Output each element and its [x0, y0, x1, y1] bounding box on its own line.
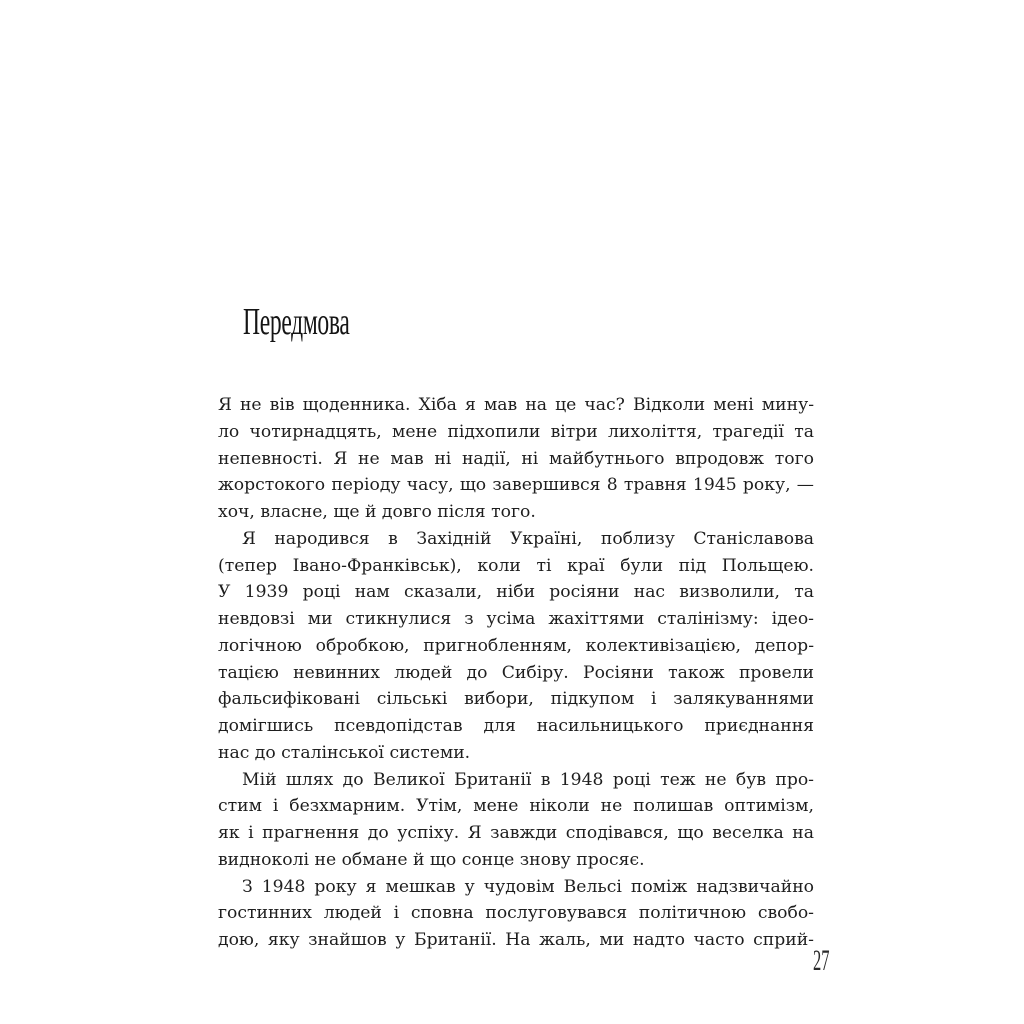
text-line: Мій шлях до Великої Британії в 1948 році теж не був про-	[242, 769, 814, 790]
text-line: нас до сталінської системи.	[218, 742, 471, 763]
page-number: 27	[813, 944, 830, 977]
text-line: ло чотирнадцять, мене підхопили вітри лихоліття, трагедії та	[218, 421, 814, 442]
text-line: У 1939 році нам сказали, ніби росіяни нас визволили, та	[218, 582, 814, 603]
text-line: непевності. Я не мав ні надії, ні майбутнього впродовж того	[218, 448, 814, 469]
text-line: (тепер Івано-Франківськ), коли ті краї були під Польщею.	[218, 555, 814, 576]
text-line: гостинних людей і сповна послуговувався політичною свобо-	[218, 903, 814, 924]
text-line: З 1948 року я мешкав у чудовім Вельсі поміж надзвичайно	[242, 876, 814, 897]
text-line: невдовзі ми стикнулися з усіма жахіттями сталінізму: ідео-	[218, 609, 814, 629]
text-line: домігшись псевдопідстав для насильницького приєднання	[218, 716, 814, 736]
text-line: видноколі не обмане й що сонце знову просяє.	[218, 849, 645, 870]
text-line: Я не вів щоденника. Хіба я мав на це час? Відколи мені мину-	[218, 395, 814, 415]
text-line: як і прагнення до успіху. Я завжди сподівався, що веселка на	[218, 823, 814, 843]
text-line: стим і безхмарним. Утім, мене ніколи не полишав оптимізм,	[218, 796, 814, 817]
preface-body-text	[218, 392, 814, 954]
text-line: хоч, власне, ще й довго після того.	[218, 502, 536, 522]
text-line: тацією невинних людей до Сибіру. Росіяни також провели	[218, 662, 814, 683]
text-line: дою, яку знайшов у Британії. На жаль, ми надто часто сприй-	[218, 930, 814, 950]
text-line: фальсифіковані сільські вибори, підкупом і залякуваннями	[218, 689, 814, 710]
chapter-title: Передмова	[243, 301, 350, 344]
text-line: логічною обробкою, пригнобленням, колективізацією, депор-	[218, 635, 814, 656]
text-line: Я народився в Західній Україні, поблизу Станіславова	[242, 528, 814, 549]
text-line: жорстокого періоду часу, що завершився 8 травня 1945 року, —	[218, 475, 814, 496]
